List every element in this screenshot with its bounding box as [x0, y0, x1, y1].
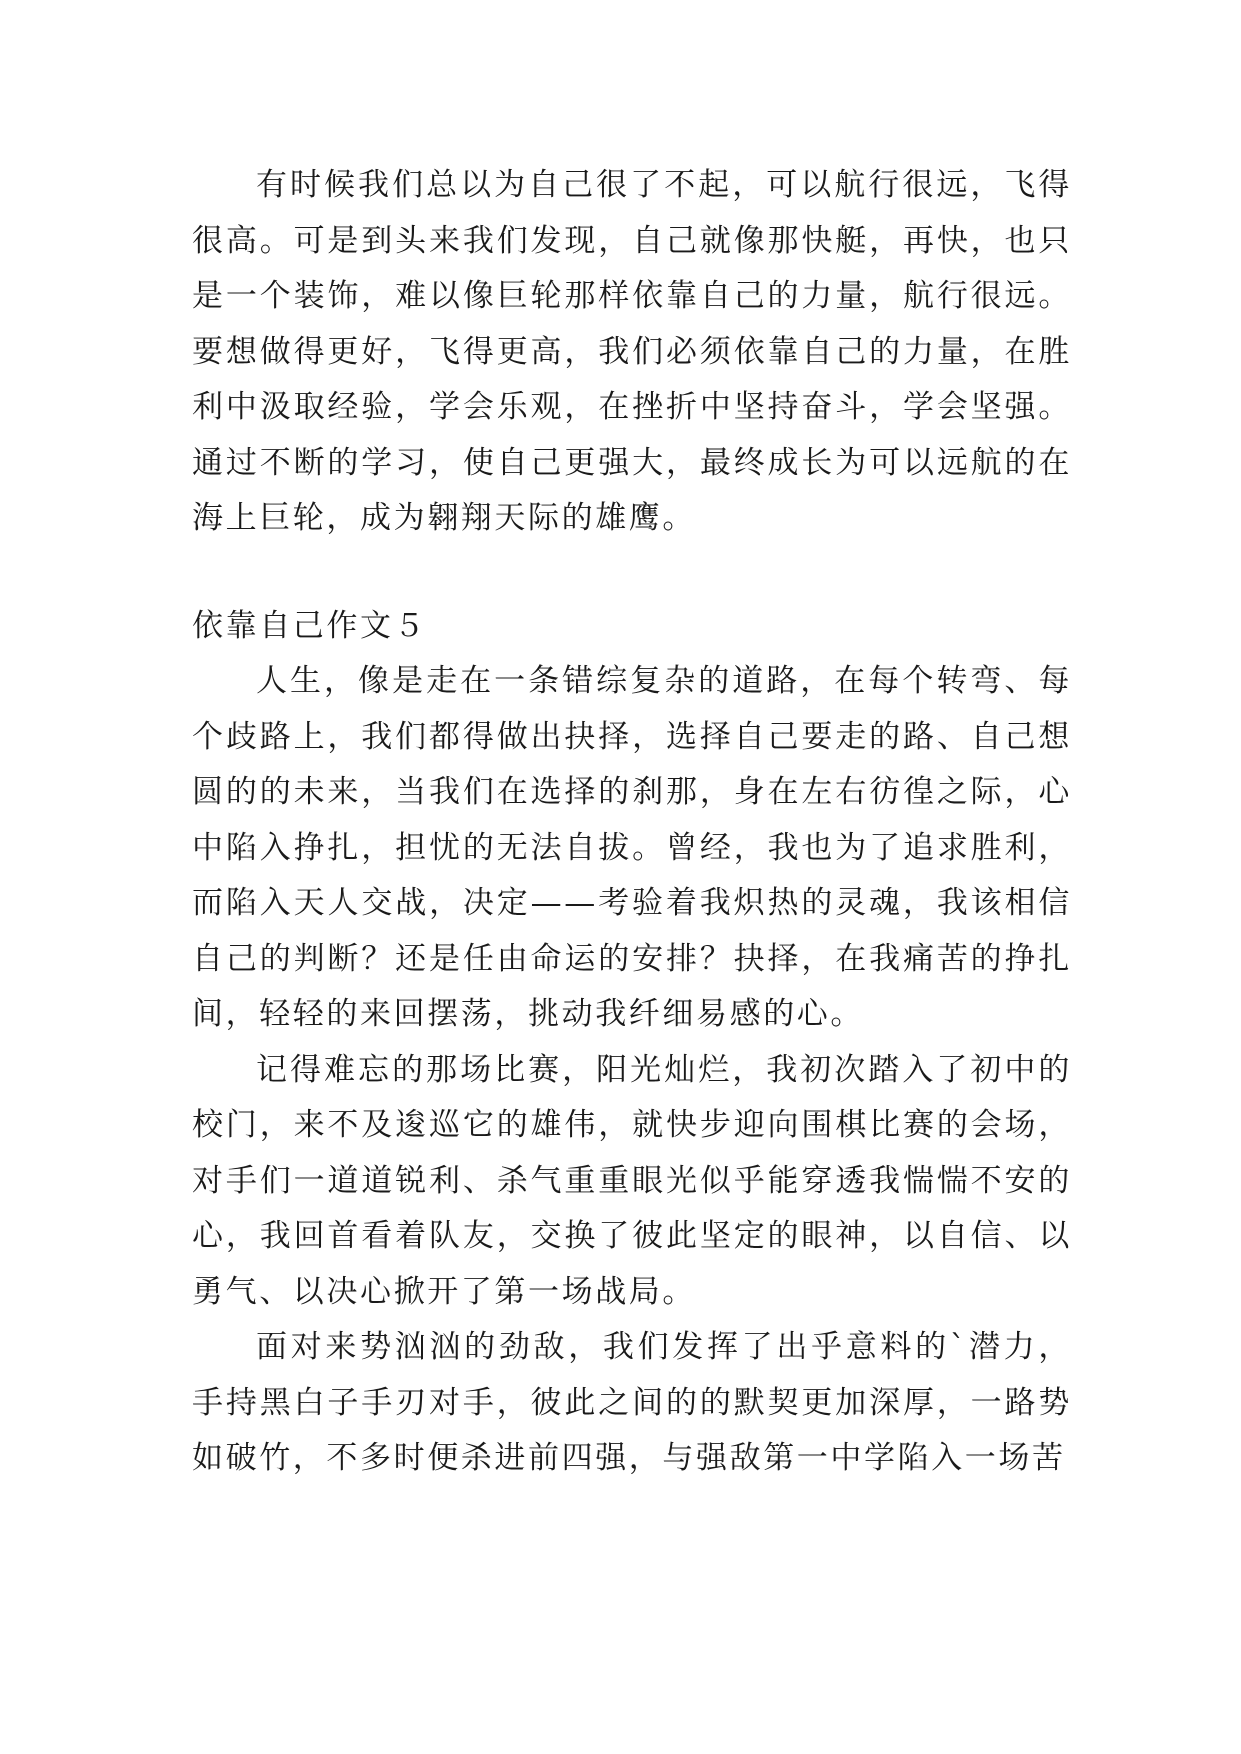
paragraph-facing-opponents: 面对来势汹汹的劲敌，我们发挥了出乎意料的`潜力，手持黑白子手刃对手，彼此之间的的默契更加深厚，一路势如破竹，不多时便杀进前四强，与强敌第一中学陷入一场苦: [192, 1329, 1072, 1476]
paragraph-competition: 记得难忘的那场比赛，阳光灿烂，我初次踏入了初中的校门，来不及逡巡它的雄伟，就快步迎向围棋比赛的会场，对手们一道道锐利、杀气重重眼光似乎能穿透我惴惴不安的心，我回首看着队友，交换了彼此坚定的眼神，以自信、以勇气、以决心掀开了第一场战局。: [192, 1051, 1072, 1310]
paragraph-intro: 有时候我们总以为自己很了不起，可以航行很远，飞得很高。可是到头来我们发现，自己就像那快艇，再快，也只是一个装饰，难以像巨轮那样依靠自己的力量，航行很远。要想做得更好，飞得更高，我们必须依靠自己的力量，在胜利中汲取经验，学会乐观，在挫折中坚持奋斗，学会坚强。通过不断的学习，使自己更强大，最终成长为可以远航的在海上巨轮，成为翱翔天际的雄鹰。: [192, 167, 1072, 536]
essay-heading: 依靠自己作文５: [192, 607, 428, 644]
paragraph-life-choices: 人生，像是走在一条错综复杂的道路，在每个转弯、每个歧路上，我们都得做出抉择，选择自己要走的路、自己想圆的的未来，当我们在选择的刹那，身在左右彷徨之际，心中陷入挣扎，担忧的无法自拔。曾经，我也为了追求胜利，而陷入天人交战，决定——考验着我炽热的灵魂，我该相信自己的判断？还是任由命运的安排？抉择，在我痛苦的挣扎间，轻轻的来回摆荡，挑动我纤细易感的心。: [192, 663, 1072, 1032]
document-page: [192, 158, 1072, 1487]
